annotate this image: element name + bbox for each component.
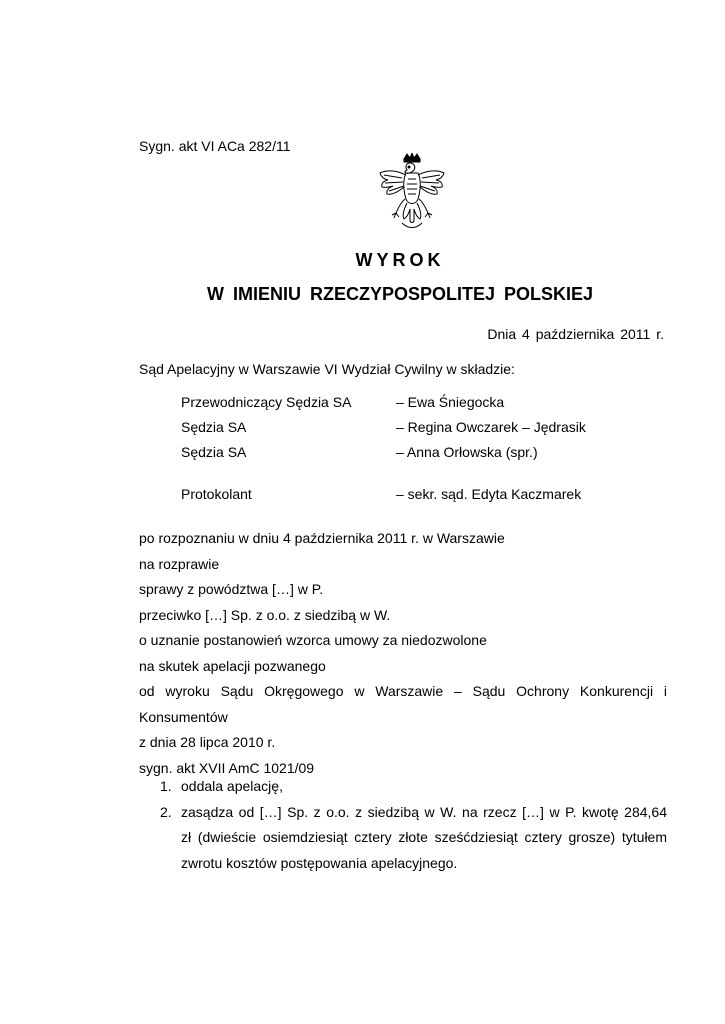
panel-member: – Anna Orłowska (spr.) — [396, 444, 538, 460]
polish-eagle-emblem-icon — [376, 153, 448, 233]
body-line: od wyroku Sądu Okręgowego w Warszawie – Sądu Ochrony Konkurencji i — [139, 683, 667, 699]
body-line: o uznanie postanowień wzorca umowy za niedozwolone — [139, 632, 487, 648]
body-line: na skutek apelacji pozwanego — [139, 657, 326, 674]
panel-member: – sekr. sąd. Edyta Kaczmarek — [396, 486, 582, 502]
body-line: na rozprawie — [139, 555, 220, 572]
court-composition-intro: Sąd Apelacyjny w Warszawie VI Wydział Cywilny w składzie: — [139, 361, 515, 377]
decision-item — [160, 800, 667, 877]
case-description — [139, 526, 667, 781]
panel-member: – Ewa Śniegocka — [396, 394, 505, 410]
body-line: sygn. akt XVII AmC 1021/09 — [139, 759, 315, 776]
panel-member: – Regina Owczarek – Jędrasik — [396, 419, 586, 435]
decision-text: zasądza od […] Sp. z o.o. z siedzibą w W. na rzecz […] w P. kwotę 284,64 — [181, 803, 667, 820]
panel-role: Sędzia SA — [181, 419, 247, 435]
body-line: po rozpoznaniu w dniu 4 października 2011 r. w Warszawie — [139, 530, 505, 546]
judgment-date: Dnia 4 października 2011 r. — [487, 326, 664, 342]
case-reference: Sygn. akt VI ACa 282/11 — [139, 138, 291, 154]
body-line: przeciwko […] Sp. z o.o. z siedzibą w W. — [139, 606, 391, 623]
decision-item — [160, 774, 667, 800]
panel-role: Sędzia SA — [181, 444, 247, 460]
decision-text: oddala apelację, — [181, 778, 283, 794]
document-title: WYROK — [355, 250, 445, 270]
body-line: Konsumentów — [139, 708, 228, 725]
decision-number: 1. — [160, 778, 172, 794]
panel-role: Przewodniczący Sędzia SA — [181, 394, 352, 410]
panel-role: Protokolant — [181, 486, 252, 502]
document-subtitle: W IMIENIU RZECZYPOSPOLITEJ POLSKIEJ — [206, 284, 594, 304]
decision-list — [160, 774, 667, 876]
decision-text: zł (dwieście osiemdziesiąt cztery złote sześćdziesiąt cztery grosze) tytułem — [181, 829, 667, 845]
body-line: sprawy z powództwa […] w P. — [139, 581, 324, 597]
decision-text: zwrotu kosztów postępowania apelacyjnego. — [181, 854, 458, 871]
decision-number: 2. — [160, 803, 172, 820]
body-line: z dnia 28 lipca 2010 r. — [139, 734, 276, 750]
